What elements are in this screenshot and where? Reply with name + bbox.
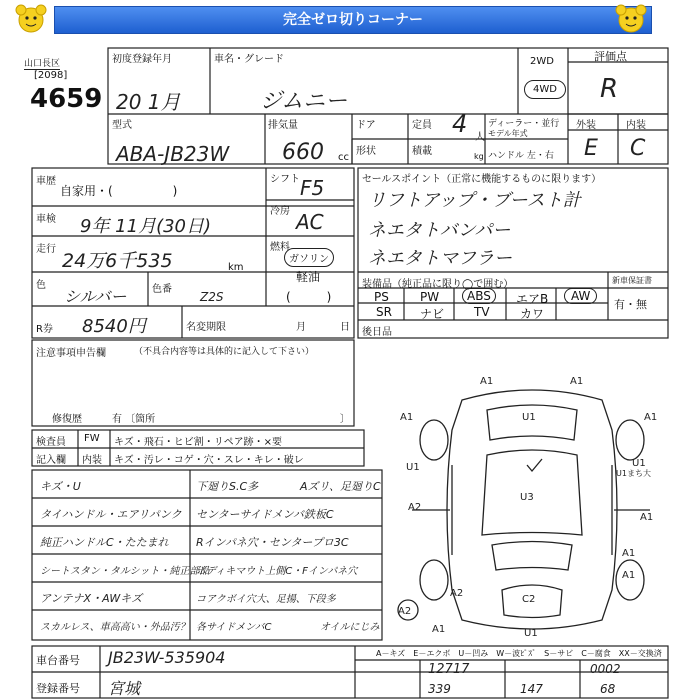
displacement-unit: cc <box>338 152 349 163</box>
sales-point-line: ネエタトマフラー <box>368 248 512 269</box>
load-unit: kg <box>474 152 484 161</box>
grade-label: 評価点 <box>594 50 627 63</box>
repair-close: 〕 <box>340 414 350 425</box>
shift-label: シフト <box>270 174 300 185</box>
interior-value: C <box>630 136 646 161</box>
damage-label: A1 <box>480 376 494 387</box>
equip-tv: TV <box>474 305 490 319</box>
damage-label: A2 <box>450 588 464 599</box>
fuel-diesel: 軽油 <box>296 270 321 284</box>
damage-label: U1 <box>632 458 646 469</box>
note-left: タイハンドル・エアリパンク <box>40 508 182 521</box>
fuel-paren: ( ) <box>286 290 332 304</box>
registration-value: 宮城 <box>108 679 141 698</box>
damage-label: A1 <box>400 412 414 423</box>
color-code-value: Z2S <box>200 290 224 304</box>
note-left: アンテナX・AWキズ <box>40 592 143 605</box>
equip-navi: ナビ <box>420 307 445 321</box>
inspector-row2: キズ・汚レ・コゲ・穴・スレ・キレ・破レ <box>114 455 304 466</box>
size-value: 147 <box>520 682 543 696</box>
recycle-value: 8540円 <box>82 316 146 337</box>
doors-label: ドア <box>356 120 376 131</box>
inspector-row1: キズ・飛石・ヒビ割・リペア跡・×要 <box>114 437 282 448</box>
chassis-value: JB23W-535904 <box>108 648 226 667</box>
mileage-label: 走行 <box>36 244 56 255</box>
first-reg-label: 初度登録年月 <box>112 54 172 65</box>
damage-label: A2 <box>398 606 412 617</box>
note-left: 純正ハンドルC・たたまれ <box>40 536 169 549</box>
equip-abs: ABS <box>462 288 496 304</box>
fuel-label: 燃料 <box>270 242 290 253</box>
lot-code: [2098] <box>34 70 68 81</box>
capacity-unit: 人 <box>475 132 485 143</box>
shaken-label: 車検 <box>36 214 56 225</box>
note-right: ボディキマウト上側C・Fインパネ穴 <box>196 566 358 577</box>
sales-point-line: リフトアップ・ブースト計 <box>368 190 581 211</box>
note-right-2: オイルにじみ <box>320 622 380 633</box>
first-reg-value: 20 1月 <box>116 90 181 114</box>
inspector-row1-title: FW <box>84 433 100 444</box>
note-left: スカルレス、車高高い・外品汚？ <box>40 622 190 633</box>
capacity-label: 定員 <box>412 120 432 131</box>
inspector-row2-title: 内装 <box>82 455 102 466</box>
name-change-day: 日 <box>340 322 350 333</box>
color-code-label: 色番 <box>152 284 172 295</box>
chassis-label: 車台番号 <box>36 654 80 667</box>
lot-number: 4659 <box>30 84 103 114</box>
repair-label: 修復歴 <box>52 414 82 425</box>
displacement-label: 排気量 <box>268 120 298 131</box>
model-value: ABA-JB23W <box>116 142 230 166</box>
damage-label: A1 <box>432 624 446 635</box>
diagram-legend: A－キズ E－エクボ U－凹み W－波ﾋﾟｽﾞ S－サビ C－腐食 XX－交換済 <box>376 649 662 658</box>
shift-value: F5 <box>300 176 325 200</box>
mileage-unit: km <box>228 262 244 273</box>
size-value: 68 <box>600 682 616 696</box>
car-name-label: 車名・グレード <box>214 54 284 65</box>
car-damage-diagram <box>392 370 672 645</box>
note-right: Rインパネ穴・センタープロ3C <box>196 536 349 549</box>
damage-label: U1まち大 <box>616 469 651 478</box>
note-left: シートスタン・タルシット・純正部品 <box>40 566 210 577</box>
equip-pw: PW <box>420 290 440 304</box>
registration-label: 登録番号 <box>36 682 80 695</box>
damage-label: U3 <box>520 492 534 503</box>
warranty-value: 有・無 <box>614 298 647 311</box>
dealer-label: ディーラー・並行 <box>488 119 560 129</box>
size-value: 339 <box>428 682 451 696</box>
damage-label: C2 <box>522 594 536 605</box>
sales-points-label: セールスポイント（正常に機能するものに限ります） <box>362 174 602 185</box>
displacement-value: 660 <box>282 140 324 165</box>
drive-4wd: 4WD <box>524 80 566 99</box>
damage-label: U1 <box>524 628 538 639</box>
equipment-label: 装備品（純正品に限り◯で囲む） <box>362 279 514 290</box>
note-right-2: Aズリ、足廻りC <box>300 480 381 493</box>
equip-airbag: エアB <box>516 292 549 306</box>
note-right: コアクボイ穴大、足揚、下段多 <box>196 594 336 605</box>
damage-label: A1 <box>640 512 654 523</box>
grade-value: R <box>600 74 619 104</box>
ac-value: AC <box>296 210 324 234</box>
color-label: 色 <box>36 280 46 291</box>
model-label: 型式 <box>112 120 132 131</box>
notes-hint: （不具合内容等は具体的に記入して下さい） <box>134 347 315 357</box>
inspector-label: 検査員 <box>36 437 66 448</box>
note-right: センターサイドメンバ鉄板C <box>196 508 334 521</box>
rear-seat-label: 後日品 <box>362 327 392 338</box>
shaken-value: 9年 11月(30日) <box>80 216 212 237</box>
lot-region: 山口長区 <box>24 56 60 70</box>
name-change-label: 名変期限 <box>186 322 226 333</box>
recycle-label: R券 <box>36 324 53 335</box>
damage-label: A1 <box>570 376 584 387</box>
repair-value: 有 〔箇所 <box>112 414 156 425</box>
car-name-value: ジムニー <box>260 89 348 114</box>
shape-label: 形状 <box>356 146 376 157</box>
exterior-label: 外装 <box>576 120 596 131</box>
history-value: 自家用・( ) <box>60 184 178 198</box>
exterior-value: E <box>584 136 598 161</box>
damage-label: A1 <box>644 412 658 423</box>
name-change-month: 月 <box>296 322 306 333</box>
ac-label: 冷房 <box>270 206 290 217</box>
note-left: キズ・U <box>40 480 81 493</box>
note-right: 下廻りS.C多 <box>196 480 259 493</box>
warranty-label: 新車保証書 <box>612 276 652 285</box>
interior-label: 内装 <box>626 120 646 131</box>
history-label: 車歴 <box>36 176 56 187</box>
mileage-value: 24万6千535 <box>62 250 173 272</box>
banner-title: 完全ゼロ切りコーナー <box>54 6 652 34</box>
color-value: シルバー <box>64 287 127 306</box>
capacity-value: 4 <box>452 110 468 138</box>
notes-label: 注意事項申告欄 <box>36 348 106 359</box>
equip-leather: カワ <box>520 307 545 321</box>
fuel-gasoline: ガソリン <box>284 248 334 267</box>
sales-point-line: ネエタトバンパー <box>368 220 511 241</box>
damage-label: U1 <box>522 412 536 423</box>
equip-ps: PS <box>374 290 389 304</box>
note-right: 各サイドメンバC <box>196 622 272 633</box>
damage-label: A2 <box>408 502 422 513</box>
size-value: 12717 <box>428 662 470 677</box>
equip-sr: SR <box>376 305 392 319</box>
handle-label: ハンドル 左・右 <box>488 151 554 161</box>
drive-2wd: 2WD <box>530 56 554 67</box>
damage-label: A1 <box>622 548 636 559</box>
damage-label: A1 <box>622 570 636 581</box>
load-label: 積載 <box>412 146 432 157</box>
inspector-label-2: 記入欄 <box>36 455 66 466</box>
model-year-label: モデル年式 <box>488 129 528 138</box>
equip-aw: AW <box>564 288 597 304</box>
size-value: 0002 <box>590 662 621 676</box>
damage-label: U1 <box>406 462 420 473</box>
